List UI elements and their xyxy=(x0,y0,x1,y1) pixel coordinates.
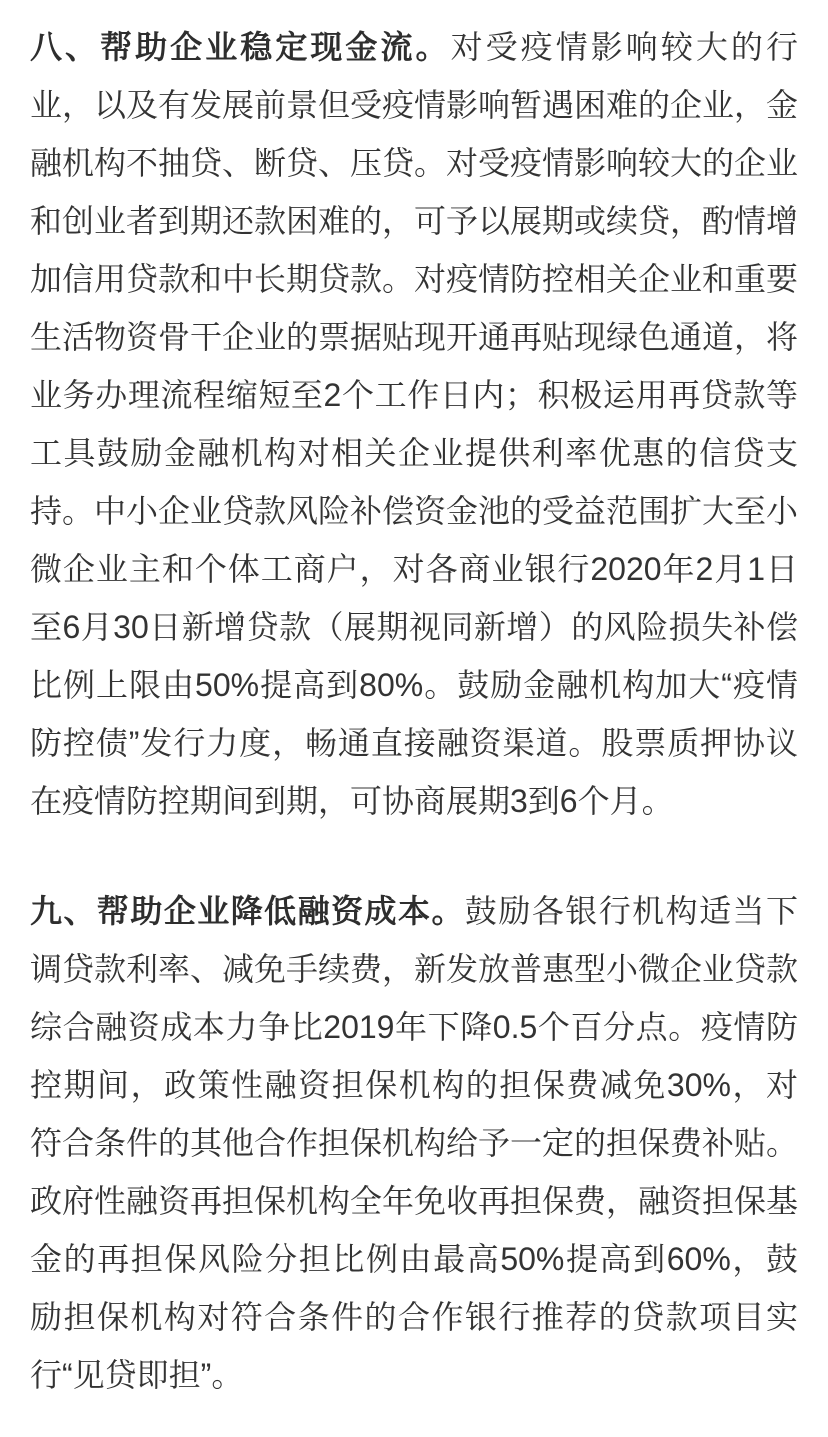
paragraph-8-text: 对受疫情影响较大的行业，以及有发展前景但受疫情影响暂遇困难的企业，金融机构不抽贷、断贷、压贷。对受疫情影响较大的企业和创业者到期还款困难的，可予以展期或续贷，酌情增加信用贷款和中长期贷款。对疫情防控相关企业和重要生活物资骨干企业的票据贴现开通再贴现绿色通道，将业务办理流程缩短至2个工作日内；积极运用再贷款等工具鼓励金融机构对相关企业提供利率优惠的信贷支持。中小企业贷款风险补偿资金池的受益范围扩大至小微企业主和个体工商户，对各商业银行2020年2月1日至6月30日新增贷款（展期视同新增）的风险损失补偿比例上限由50%提高到80%。鼓励金融机构加大“疫情防控债”发行力度，畅通直接融资渠道。股票质押协议在疫情防控期间到期，可协商展期3到6个月。 xyxy=(30,29,799,819)
paragraph-section-8 xyxy=(30,18,798,830)
paragraph-8-heading: 八、帮助企业稳定现金流。 xyxy=(30,29,451,65)
paragraph-9-text: 鼓励各银行机构适当下调贷款利率、减免手续费，新发放普惠型小微企业贷款综合融资成本力争比2019年下降0.5个百分点。疫情防控期间，政策性融资担保机构的担保费减免30%，对符合条件的其他合作担保机构给予一定的担保费补贴。政府性融资再担保机构全年免收再担保费，融资担保基金的再担保风险分担比例由最高50%提高到60%，鼓励担保机构对符合条件的合作银行推荐的贷款项目实行“见贷即担”。 xyxy=(30,893,799,1393)
paragraph-section-9 xyxy=(30,882,798,1404)
paragraph-9-heading: 九、帮助企业降低融资成本。 xyxy=(30,893,465,929)
